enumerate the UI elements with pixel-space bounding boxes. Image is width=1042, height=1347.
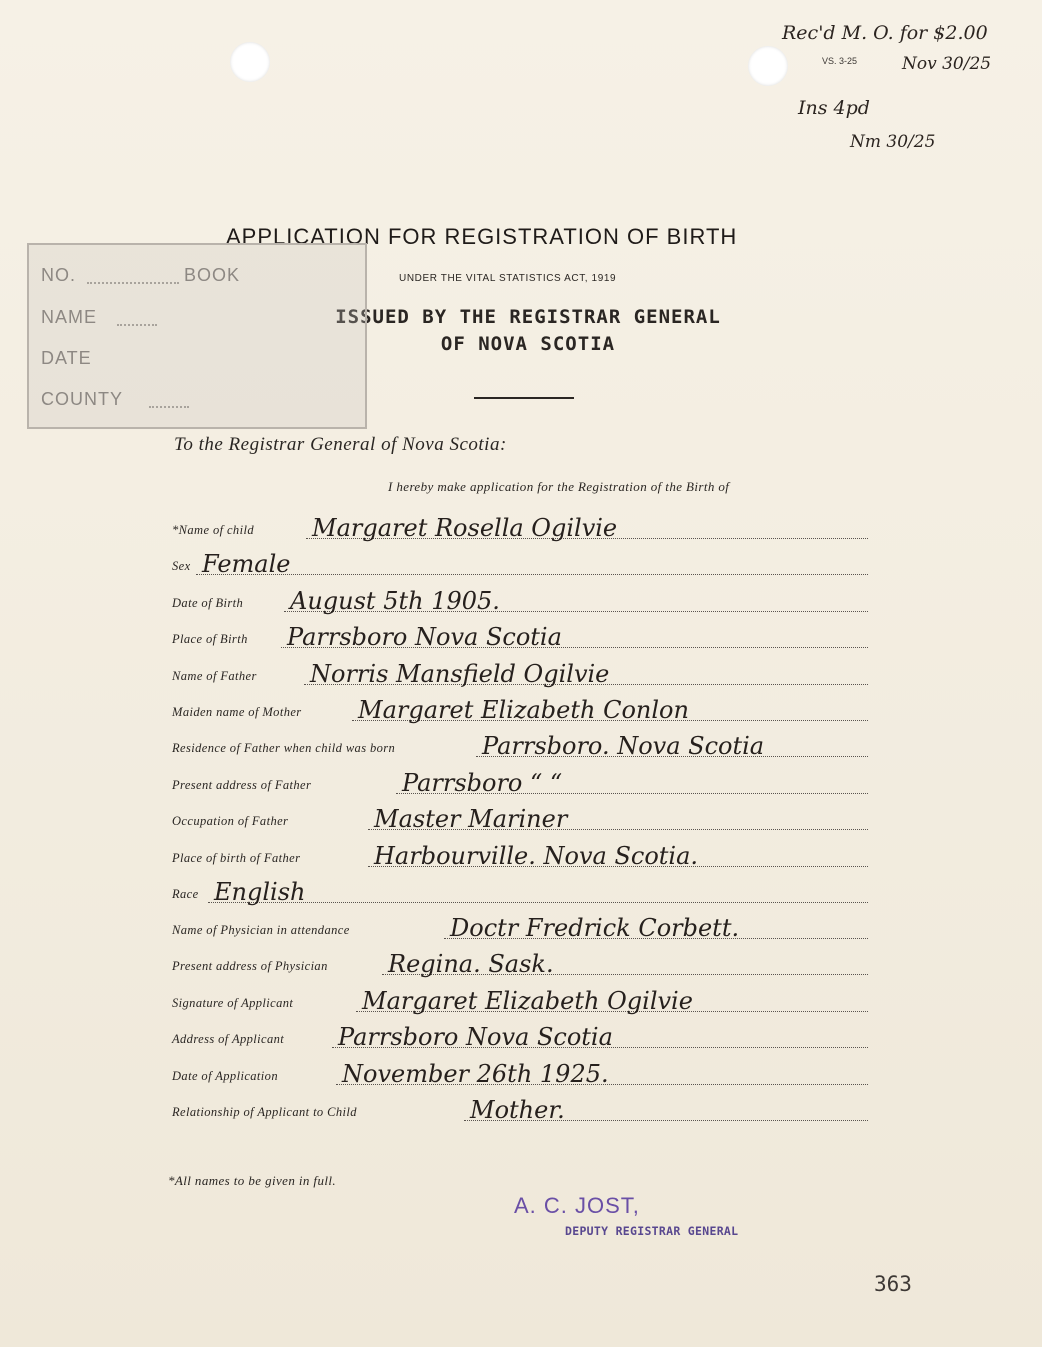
- field-label: Date of Application: [172, 1069, 278, 1083]
- field-label: Address of Applicant: [172, 1032, 285, 1046]
- issued-by-line-1: ISSUED BY THE REGISTRAR GENERAL: [335, 306, 721, 328]
- official-stamp-name: A. C. JOST,: [514, 1193, 640, 1218]
- field-fill-line: [196, 574, 868, 575]
- form-row: [172, 767, 868, 797]
- form-row: [172, 585, 868, 615]
- form-row: [172, 730, 868, 760]
- field-value: Master Mariner: [374, 805, 568, 833]
- stamp-book-label: BOOK: [184, 265, 241, 285]
- page-number: 363: [874, 1272, 912, 1296]
- form-row: [172, 803, 868, 833]
- salutation: To the Registrar General of Nova Scotia:: [174, 434, 507, 455]
- field-value: Parrsboro. Nova Scotia: [482, 732, 765, 760]
- field-label: Sex: [172, 559, 191, 573]
- form-row: [172, 840, 868, 870]
- registry-stamp-box: [27, 243, 367, 429]
- form-row: [172, 876, 868, 906]
- form-row: [172, 1094, 868, 1124]
- field-label: Place of Birth: [172, 632, 248, 646]
- margin-note-ins: Ins 4pd: [798, 97, 870, 119]
- stamp-name-line: [117, 324, 157, 326]
- field-fill-line: [208, 902, 868, 903]
- stamp-date-label: DATE: [41, 348, 92, 368]
- stamp-no-line: [87, 282, 179, 284]
- field-label: Name of Father: [172, 669, 257, 683]
- margin-note-date: Nov 30/25: [902, 54, 992, 74]
- field-value: Female: [202, 550, 291, 578]
- official-stamp-title: DEPUTY REGISTRAR GENERAL: [565, 1224, 739, 1238]
- form-row: [172, 948, 868, 978]
- field-label: Present address of Father: [172, 778, 312, 792]
- field-value: Norris Mansfield Ogilvie: [310, 660, 610, 688]
- margin-note-received: Rec'd M. O. for $2.00: [782, 22, 988, 44]
- form-row: [172, 694, 868, 724]
- field-value: Parrsboro “ “: [402, 769, 563, 797]
- field-label: Date of Birth: [172, 596, 244, 610]
- field-value: Parrsboro Nova Scotia: [287, 623, 562, 651]
- form-subtitle: UNDER THE VITAL STATISTICS ACT, 1919: [399, 273, 617, 284]
- field-value: Parrsboro Nova Scotia: [338, 1023, 613, 1051]
- field-value: Mother.: [470, 1096, 565, 1124]
- field-label: Maiden name of Mother: [172, 705, 302, 719]
- form-row: [172, 1058, 868, 1088]
- field-value: Doctr Fredrick Corbett.: [450, 914, 740, 942]
- form-row: [172, 512, 868, 542]
- field-value: English: [214, 878, 306, 906]
- stamp-county-label: COUNTY: [41, 389, 123, 409]
- field-value: Margaret Rosella Ogilvie: [312, 514, 618, 542]
- stamp-no-label: NO.: [41, 265, 77, 285]
- form-row: [172, 548, 868, 578]
- field-value: August 5th 1905.: [290, 587, 500, 615]
- intro-line: I hereby make application for the Registration of the Birth of: [388, 479, 730, 494]
- punch-hole-left: [230, 42, 270, 82]
- field-label: Relationship of Applicant to Child: [172, 1105, 357, 1119]
- field-value: November 26th 1925.: [342, 1060, 609, 1088]
- footnote: *All names to be given in full.: [168, 1173, 337, 1188]
- form-row: [172, 1021, 868, 1051]
- punch-hole-right: [748, 46, 788, 86]
- field-label: Occupation of Father: [172, 814, 289, 828]
- field-value: Regina. Sask.: [388, 950, 554, 978]
- field-label: Residence of Father when child was born: [172, 741, 396, 755]
- form-row: [172, 912, 868, 942]
- field-value: Margaret Elizabeth Ogilvie: [362, 987, 693, 1015]
- field-label: Name of Physician in attendance: [172, 923, 350, 937]
- field-label: Signature of Applicant: [172, 996, 294, 1010]
- form-row: [172, 658, 868, 688]
- form-code: VS. 3-25: [822, 56, 858, 66]
- margin-note-date-2: Nm 30/25: [850, 132, 936, 152]
- issued-by-line-2: OF NOVA SCOTIA: [440, 333, 616, 355]
- field-value: Harbourville. Nova Scotia.: [374, 842, 699, 870]
- field-label: Race: [172, 887, 199, 901]
- form-title: APPLICATION FOR REGISTRATION OF BIRTH: [226, 224, 738, 249]
- stamp-county-line: [149, 406, 189, 408]
- field-label: Present address of Physician: [172, 959, 328, 973]
- field-value: Margaret Elizabeth Conlon: [358, 696, 689, 724]
- form-row: [172, 985, 868, 1015]
- title-rule: [474, 397, 574, 399]
- stamp-name-label: NAME: [41, 307, 98, 327]
- form-row: [172, 621, 868, 651]
- field-label: Place of birth of Father: [172, 851, 301, 865]
- field-label: *Name of child: [172, 523, 254, 537]
